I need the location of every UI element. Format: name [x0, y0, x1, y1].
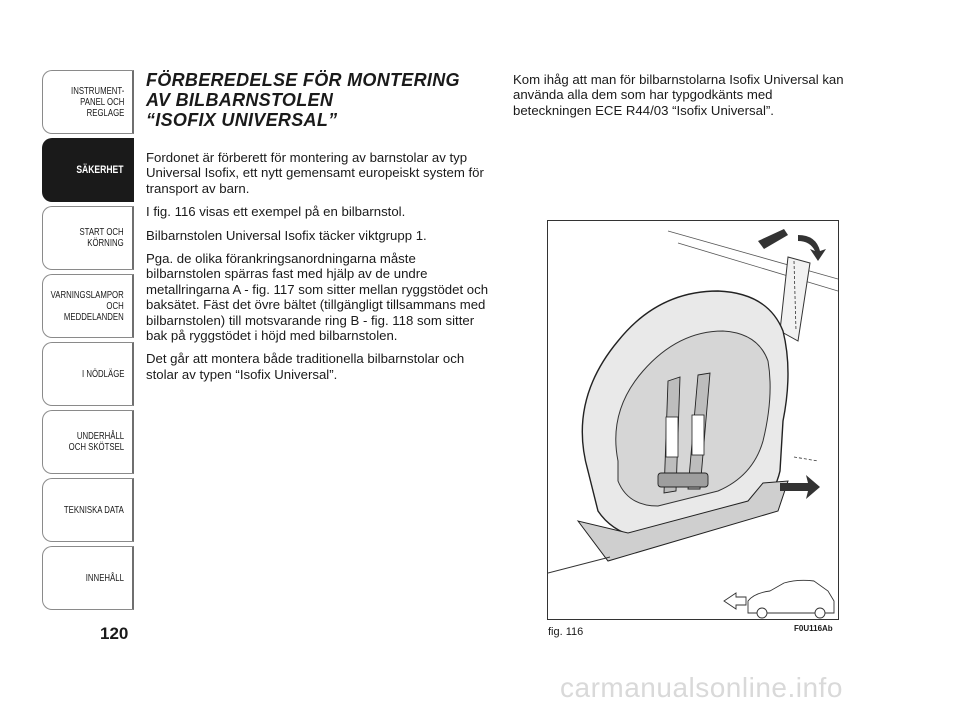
figure-label: fig. 116: [548, 626, 584, 638]
tab-label: VARNINGSLAMPOR OCH MEDDELANDEN: [50, 289, 124, 323]
tab-label: INSTRUMENT- PANEL OCH REGLAGE: [70, 85, 124, 119]
paragraph: Bilbarnstolen Universal Isofix täcker viktgrupp 1.: [146, 227, 427, 243]
tab-i-nodlage[interactable]: [42, 342, 134, 406]
direction-arrow-icon: [724, 593, 746, 609]
top-tether-strap: [780, 257, 810, 341]
car-wheel: [815, 608, 825, 618]
arrow-icon: [798, 235, 826, 261]
page-title: FÖRBEREDELSE FÖR MONTERING AV BILBARNSTOLEN “ISOFIX UNIVERSAL”: [146, 70, 460, 130]
tab-start-och-korning[interactable]: [42, 206, 134, 270]
paragraph: Fordonet är förberett för montering av barnstolar av typ Universal Isofix, ett nytt gemensamt europeiskt system för transport av barn.: [146, 150, 484, 196]
base-rail: [548, 557, 610, 573]
paragraph: Det går att montera både traditionella bilbarnstolar och stolar av typen “Isofix Universal”.: [146, 351, 465, 382]
watermark: carmanualsonline.info: [560, 672, 843, 703]
chapter-tabs: [42, 70, 134, 614]
tab-innehall[interactable]: [42, 546, 134, 610]
arrow-icon: [780, 475, 820, 499]
tab-label: TEKNISKA DATA: [64, 504, 124, 516]
strap-pad: [666, 417, 678, 457]
right-column: [513, 72, 849, 126]
seat-edge-line: [678, 243, 838, 291]
paragraph: I fig. 116 visas ett exempel på en bilbarnstol.: [146, 204, 406, 220]
tab-label: UNDERHÅLL OCH SKÖTSEL: [68, 431, 124, 453]
isofix-dashed-line: [794, 457, 818, 461]
tab-instrumentpanel[interactable]: [42, 70, 134, 134]
tab-tekniska-data[interactable]: [42, 478, 134, 542]
tab-label: INNEHÅLL: [85, 572, 124, 584]
tab-sakerhet[interactable]: [42, 138, 134, 202]
tab-label: I NÖDLÄGE: [81, 368, 124, 380]
paragraph: Kom ihåg att man för bilbarnstolarna Isofix Universal kan använda alla dem som har typgodkänts med beteckningen ECE R44/03 “Isofix Universal”.: [513, 72, 844, 118]
tab-label: SÄKERHET: [76, 163, 124, 176]
arrow-icon: [758, 229, 788, 249]
child-seat-illustration: [548, 221, 838, 619]
page-number: 120: [100, 624, 129, 643]
car-wheel: [757, 608, 767, 618]
tab-underhall[interactable]: [42, 410, 134, 474]
figure-code: F0U116Ab: [794, 624, 833, 633]
tab-varningslampor[interactable]: [42, 274, 134, 338]
figure-116: [547, 220, 839, 620]
buckle: [658, 473, 708, 487]
paragraph: Pga. de olika förankringsanordningarna måste bilbarnstolen spärras fast med hjälp av de undre metallringarna A - fig. 117 som sitter mellan ryggstödet och baksätet. Fäst det övre bältet (tillgängligt tillsammans med bilbarnstolen) till motsvarande ring B - fig. 118 som sitter bak på ryggstödet i höjd med bilbarnstolen.: [146, 251, 489, 344]
left-column: [146, 150, 494, 390]
tab-label: START OCH KÖRNING: [79, 227, 124, 249]
seat-edge-line: [668, 231, 838, 279]
strap-pad: [692, 415, 704, 455]
